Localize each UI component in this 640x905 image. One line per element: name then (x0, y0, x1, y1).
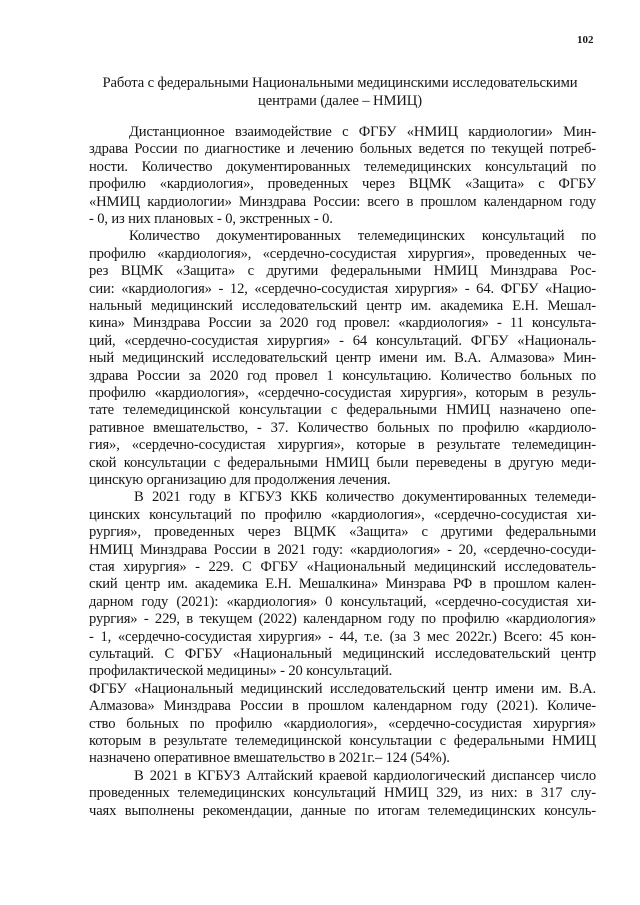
body-line: «НМИЦ кардиологии» Минздрава России: всего в прошлом календарном году (89, 193, 596, 210)
body-line: сультаций. С ФГБУ «Национальный медицинский исследовательский центр (89, 646, 596, 662)
body-line: В 2021 году в КГБУЗ ККБ количество документированных телемеди- (134, 489, 596, 506)
body-line: В 2021 в КГБУЗ Алтайский краевой кардиологический диспансер число (134, 767, 596, 784)
body-line: сии: «кардиология» - 12, «сердечно-сосудистая хирургия» - 64. ФГБУ «Нацио- (89, 280, 596, 297)
body-line: рургия» - 229, в текущем (2022) календарном году по профилю «кардиология» (89, 611, 596, 628)
body-line: Алмазова» Минздрава России в прошлом календарном году (2021). Количе- (89, 698, 596, 715)
body-line: профилактической медицины» - 20 консультаций. (89, 663, 393, 680)
section-title-line: центрами (далее – НМИЦ) (258, 93, 422, 109)
body-line: ный медицинский исследовательский центр имени им. В.А. Алмазова» Мин- (89, 350, 596, 367)
body-line: ративное вмешательство, - 37. Количество больных по профилю «кардиоло- (89, 419, 596, 436)
body-line: ство больных по профилю «кардиология», «сердечно-сосудистая хирургия» (89, 715, 596, 732)
body-line: ций, «сердечно-сосудистая хирургия» - 64 консультаций. ФГБУ «Националь- (89, 332, 596, 349)
body-line: проведенных телемедицинских консультаций НМИЦ 329, из них: в 317 слу- (89, 785, 596, 802)
body-line: - 1, «сердечно-сосудистая хирургия» - 44, т.е. (за 3 мес 2022г.) Всего: 45 кон- (89, 628, 596, 645)
body-line: нальный медицинский исследовательский центр им. академика Е.Н. Мешал- (89, 298, 596, 314)
body-line: профилю «кардиология», «сердечно-сосудистая хирургия», которым в резуль- (89, 385, 596, 401)
body-line: цинских консультаций по профилю «кардиология», «сердечно-сосудистая хи- (89, 506, 596, 523)
body-line: профилю «кардиология», «сердечно-сосудистая хирургия», проведенных че- (89, 245, 596, 262)
body-line: НМИЦ Минздрава России в 2021 году: «кардиология» - 20, «сердечно-сосуди- (89, 541, 596, 558)
body-line: ской консультации с федеральными НМИЦ были переведены в другую меди- (89, 454, 596, 471)
body-line: Количество документированных телемедицинских консультаций по (129, 228, 596, 245)
body-line: ности. Количество документированных телемедицинских консультаций по (89, 158, 596, 175)
body-line: ФГБУ «Национальный медицинский исследовательский центр имени им. В.А. (89, 680, 596, 697)
body-line: гия», «сердечно-сосудистая хирургия», которые в результате телемедицин- (89, 437, 596, 454)
body-line: стая хирургия» - 229. С ФГБУ «Национальный медицинский исследователь- (89, 559, 596, 575)
body-line: профилю «кардиология», проведенных через ВЦМК «Защита» с ФГБУ (89, 176, 596, 193)
body-line: Дистанционное взаимодействие с ФГБУ «НМИЦ кардиологии» Мин- (129, 124, 596, 140)
body-line: чаях выполнены рекомендации, данные по итогам телемедицинских консуль- (89, 802, 596, 819)
body-line: назначено оперативное вмешательство в 2021г.– 124 (54%). (89, 750, 450, 767)
body-line: - 0, из них плановых - 0, экстренных - 0. (89, 211, 333, 227)
body-line: которым в результате телемедицинской консультации с федеральными НМИЦ (89, 733, 596, 749)
body-line: кина» Минздрава России за 2020 год провел: «кардиология» - 11 консульта- (89, 315, 596, 332)
body-line: здрава России за 2020 год провел 1 консультацию. Количество больных по (89, 367, 596, 384)
body-line: цинскую организацию для продолжения лечения. (89, 472, 391, 488)
body-line: рез ВЦМК «Защита» с другими федеральными НМИЦ Минздрава Рос- (89, 263, 596, 280)
section-title-line: Работа с федеральными Национальными медицинскими исследовательскими (102, 75, 578, 91)
page-number: 102 (577, 34, 594, 46)
body-line: ский центр им. академика Е.Н. Мешалкина» Минзрава РФ в прошлом кален- (89, 576, 596, 593)
body-line: здрава России по диагностике и лечению больных ведется по текущей потреб- (89, 141, 596, 158)
section-title (70, 74, 610, 110)
body-line: дарном году (2021): «кардиология» 0 консультаций, «сердечно-сосудистая хи- (89, 593, 596, 610)
body-line: тате телемедицинской консультации с федеральными НМИЦ назначено опе- (89, 402, 596, 419)
body-line: рургия», проведенных через ВЦМК «Защита» с другими федеральными (89, 524, 596, 541)
